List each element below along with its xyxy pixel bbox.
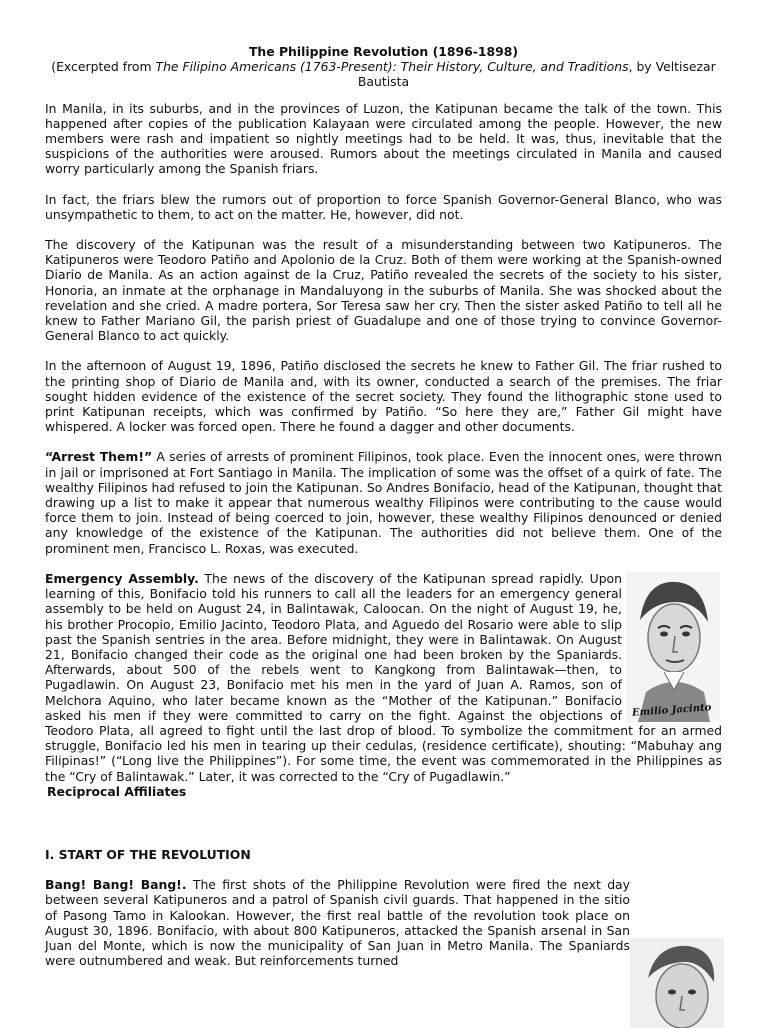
reciprocal-affiliates-link[interactable]: Reciprocal Affiliates [47, 783, 187, 799]
paragraph-2: In fact, the friars blew the rumors out of proportion to force Spanish Governor-General Blanco, who was unsympathetic to them, to act on the matter. He, however, did not. [45, 191, 722, 222]
bonifacio-portrait [630, 938, 724, 1028]
paragraph-lead: Bang! Bang! Bang!. [45, 877, 187, 893]
paragraph-1: In Manila, in its suburbs, and in the provinces of Luzon, the Katipunan became the talk of the town. This happened after copies of the publication Kalayaan were circulated among the people. However, the new members were rash and impatient so nightly meetings had to be held. It was, thus, inevitable that the suspicions of the authorities were aroused. Rumors about the meetings circulated in Manila and caused worry particularly among the Spanish friars. [45, 100, 722, 177]
paragraph-arrest: “Arrest Them!” A series of arrests of prominent Filipinos, took place. Even the innocent ones, were thrown in jail or imprisoned at Fort Santiago in Manila. The implication of some was the offset of a quirk of fate. The wealthy Filipinos had refused to join the Katipunan. So Andres Bonifacio, head of the Katipunan, thought that drawing up a list to make it appear that numerous wealthy Filipinos were contributing to the cause would force them to join. Instead of being coerced to join, however, these wealthy Filipinos denounced or denied any knowledge of the existence of the Katipunan. The authorities did not believe them. One of the prominent men, Francisco L. Roxas, was executed. [45, 449, 722, 556]
section-heading: I. START OF THE REVOLUTION [45, 846, 251, 862]
paragraph-lead: “Arrest Them!” [45, 449, 153, 465]
excerpt-note: (Excerpted from The Filipino Americans (1763-Present): Their History, Culture, and Traditions, by Veltisezar Bautista [51, 59, 716, 90]
emilio-jacinto-portrait [626, 572, 720, 722]
book-title: The Filipino Americans (1763-Present): Their History, Culture, and Traditions [155, 59, 629, 75]
paragraph-4: In the afternoon of August 19, 1896, Patiño disclosed the secrets he knew to Father Gil. The friar rushed to the printing shop of Diario de Manila and, with its owner, conducted a search of the premises. The friar sought hidden evidence of the existence of the secret society. They found the lithographic stone used to print Katipunan receipts, which was confirmed by Patiño. “So here they are,” Father Gil might have whispered. A locker was forced open. There he found a dagger and other documents. [45, 358, 722, 435]
portrait-sketch-icon [630, 938, 724, 1028]
paragraph-emergency: Emilio Jacinto Emergency Assembly. The news of the discovery of the Katipunan spread rapidly. Upon learning of this, Bonifacio told his runners to call all the leaders for an emergency general assembly to be held on August 24, in Balintawak, Caloocan. On the night of August 19, he, his brother Procopio, Emilio Jacinto, Teodoro Plata, and Aguedo del Rosario were able to slip past the Spanish sentries in the area. Before midnight, they were in Balintawak. On August 21, Bonifacio changed their code as the original one had been broken by the Spaniards. Afterwards, about 500 of the rebels went to Kangkong from Balintawak—then, to Pugadlawin. On August 23, Bonifacio met his men in the yard of Juan A. Ramos, son of Melchora Aquino, who later became known as the “Mother of the Katipunan.” Bonifacio asked his men if they were committed to carry on the fight. Against the objections of Teodoro Plata, all agreed to fight until the last drop of blood. To symbolize the commitment for an armed struggle, Bonifacio led his men in tearing up their cedulas, (residence certificate), shouting: “Mabuhay ang Filipinas!” (“Long live the Philippines”). For some time, the event was commemorated in the Philippines as the “Cry of Balintawak.” Later, it was corrected to the “Cry of Pugadlawin.” [45, 570, 722, 784]
document-title: The Philippine Revolution (1896-1898) [248, 44, 519, 59]
portrait-caption: Emilio Jacinto [631, 701, 712, 719]
paragraph-bang: Bang! Bang! Bang!. The first shots of the Philippine Revolution were fired the next day between several Katipuneros and a patrol of Spanish civil guards. That happened in the sitio of Pasong Tamo in Kalookan. However, the first real battle of the revolution took place on August 30, 1896. Bonifacio, with about 800 Katipuneros, attacked the Spanish arsenal in San Juan del Monte, which is now the municipality of San Juan in Metro Manila. The Spaniards were outnumbered and weak. But reinforcements turned [45, 877, 630, 969]
portrait-sketch-icon [626, 572, 720, 722]
document-page [45, 44, 722, 968]
paragraph-lead: Emergency Assembly. [45, 570, 199, 586]
paragraph-3: The discovery of the Katipunan was the result of a misunderstanding between two Katipuneros. The Katipuneros were Teodoro Patiño and Apolonio de la Cruz. Both of them were working at the Spanish-owned Diario de Manila. As an action against de la Cruz, Patiño revealed the secrets of the society to his sister, Honoria, an inmate at the orphanage in Mandaluyong in the suburbs of Manila. She was shocked about the revelation and she cried. A madre portera, Sor Teresa saw her cry. Then the sister asked Patiño to tell all he knew to Father Mariano Gil, the parish priest of Guadalupe and one of those trying to convince Governor-General Blanco to act quickly. [45, 237, 722, 344]
document-header [45, 44, 722, 90]
